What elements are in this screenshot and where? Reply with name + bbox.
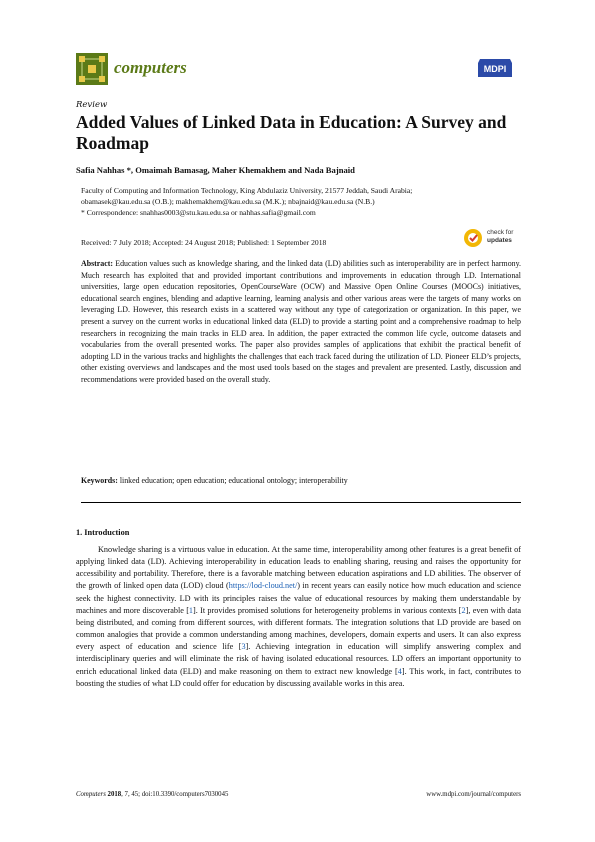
affiliation-block [81, 185, 521, 218]
check-for-updates-badge[interactable] [463, 226, 523, 250]
footer-journal: Computers [76, 791, 106, 798]
check-updates-icon [463, 228, 483, 248]
section-divider [81, 502, 521, 503]
footer-year: 2018 [107, 791, 122, 798]
check-updates-line2: updates [487, 237, 512, 244]
footer-doi: , 7, 45; doi:10.3390/computers7030045 [121, 791, 229, 798]
affiliation: Faculty of Computing and Information Technology, King Abdulaziz University, 21577 Jeddah, Saudi Arabia; [81, 186, 413, 195]
article-title: Added Values of Linked Data in Education: A Survey and Roadmap [76, 112, 507, 153]
keywords-label: Keywords: [81, 476, 118, 485]
check-updates-line1: check for [487, 229, 514, 236]
body-text [76, 544, 521, 690]
lod-cloud-link[interactable]: https://lod-cloud.net/ [228, 581, 298, 591]
citation-link-2[interactable]: 2 [461, 605, 466, 615]
citation-link-3[interactable]: 3 [241, 642, 246, 652]
journal-name: computers [114, 58, 187, 77]
mdpi-logo-text: MDPI [483, 64, 507, 74]
correspondence: * Correspondence: snahhas0003@stu.kau.edu.sa or nahhas.safia@gmail.com [81, 208, 316, 217]
abstract-label: Abstract: [81, 259, 113, 268]
author-emails: obamasek@kau.edu.sa (O.B.); makhemakhem@kau.edu.sa (M.K.); nbajnaid@kau.edu.sa (N.B.) [81, 197, 375, 206]
mdpi-logo-icon [476, 57, 514, 79]
paragraph: Knowledge sharing is a virtuous value in education. At the same time, interoperability among other features is a great benefit of applying linked data (LD). Achieving interoperability in education leads to enabling sharing, reusing and raises the opportunity for accessibility and portability. Therefore, there is a favorable matching between education aspirations and LD abilities. The observer of the growth of linked open data (LOD) cloud (https://lod-cloud.net/) in recent years can easily notice how much education and science seek the highest connectivity. LD with its principles raises the value of educational resources by making them understandable by machines and more discoverable [1]. It provides promised solutions for heterogeneity problems in various contexts [2], even with data being distributed, and coming from different sources, with different formats. The integration solutions that LD provide are based on common analogies that provide a common understanding among machines, developers, domain experts and users. It can also express every aspect of education and science life [3]. Achieving integration in education will simplify answering complex and interdisciplinary queries and will eliminate the risk of having isolated educational resources. LD offers an important opportunity to enrich educational linked data (ELD) and make reasoning on them to extract new knowledge [4]. This work, in fact, contributes to boosting the studies of what LD could offer for education by discussing available works in this area. [76, 545, 522, 688]
footer-citation [76, 791, 228, 798]
keywords [81, 476, 521, 485]
footer-url[interactable]: www.mdpi.com/journal/computers [426, 791, 521, 798]
abstract-text: Education values such as knowledge sharing, and the linked data (LD) abilities such as interoperability are in perfect harmony. Much research has exploited that and provided important contributions and improvements in education through LD. International universities, large open education repositories, OpenCourseWare (OCW) and Massive Open Online Courses (MOOCs) initiatives, educational search engines, blending and adaptive learning, learning analysis and other various areas were the targets of many works on leveraging LD. However, this research exists in a scattered way without any type of categorization or organization. In this paper, we present a survey on the current works in educational linked data (ELD) to provide a starting point and a comprehensive roadmap to help researchers in recognizing the main tracks in ELD area. In addition, the paper extracted the common life cycle, outcome datasets and vocabularies from the overall presented works. The paper also provides samples of applications that exhibit the practical benefit of adopting LD in the various tracks and highlights the challenges that each track faced during the utilization of LD. Pioneer ELD’s projects, other existing overviews and landscapes and the most used tools based on the stages and prevalent are presented. Lastly, discussion and recommendations were provided based on the overall study. [81, 259, 521, 384]
citation-link-4[interactable]: 4 [397, 666, 402, 676]
keywords-text: linked education; open education; educational ontology; interoperability [119, 476, 348, 485]
article-type: Review [76, 100, 108, 110]
author-list: Safia Nahhas *, Omaimah Bamasag, Maher Khemakhem and Nada Bajnaid [76, 165, 355, 175]
section-heading: 1. Introduction [76, 528, 130, 537]
citation-link-1[interactable]: 1 [188, 605, 194, 615]
publication-dates: Received: 7 July 2018; Accepted: 24 August 2018; Published: 1 September 2018 [81, 238, 327, 247]
abstract [81, 258, 521, 386]
journal-logo-icon [76, 53, 108, 85]
